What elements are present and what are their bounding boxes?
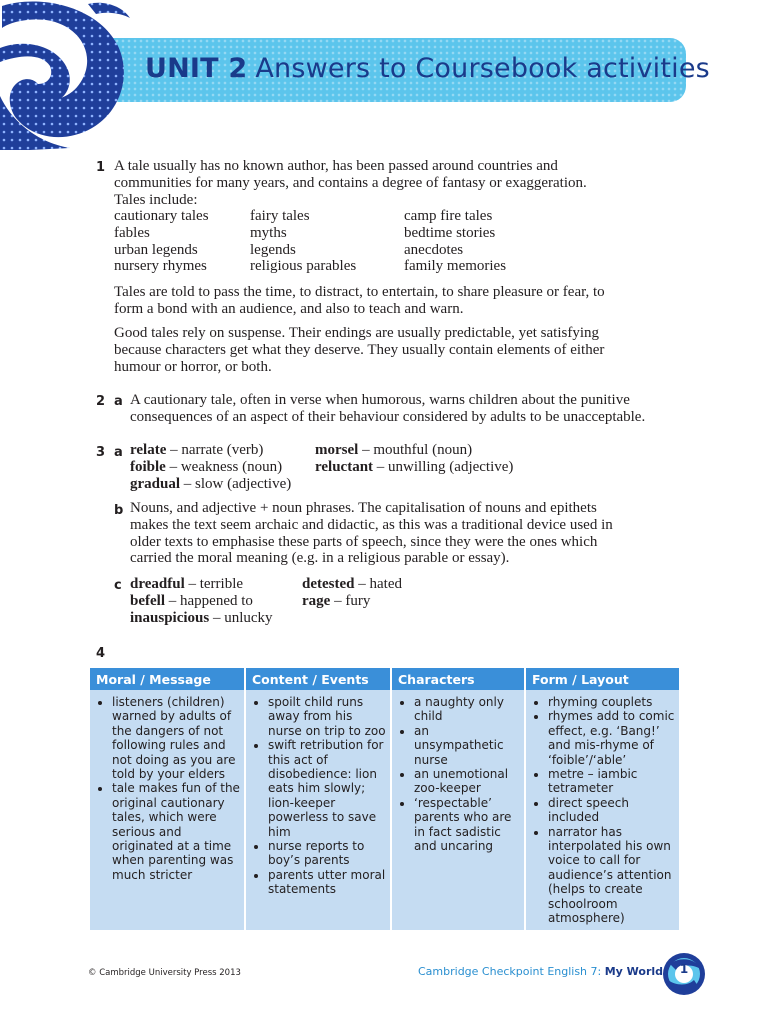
q3c-vocab-right [302, 576, 402, 610]
vocab-item: rage – fury [302, 592, 371, 609]
tale-type: camp fire tales [404, 208, 493, 224]
text-line: Tales are told to pass the time, to distract, to entertain, to share pleasure or fear, to [114, 284, 605, 300]
part-label-b: b [114, 503, 124, 518]
part-label-a: a [114, 394, 123, 409]
analysis-table [90, 668, 679, 930]
tale-column [250, 208, 356, 275]
text-line: Tales include: [114, 191, 198, 208]
text-line: Good tales rely on suspense. Their endings are usually predictable, yet satisfying [114, 325, 600, 341]
tale-type: fairy tales [250, 208, 310, 224]
text-line: consequences of an aspect of their behaviour considered by adults to be unacceptable. [130, 408, 646, 425]
list-item: • rhyming couplets [548, 695, 675, 709]
page-title [145, 53, 710, 84]
column-header: Moral / Message [90, 668, 245, 690]
text-line: form a bond with an audience, and also to teach and warn. [114, 300, 464, 317]
text-line: Nouns, and adjective + noun phrases. The capitalisation of nouns and epithets [130, 500, 597, 516]
list-item: • a naughty only child [414, 695, 520, 724]
tale-type: religious parables [250, 258, 357, 275]
question-number-1: 1 [96, 160, 106, 175]
q1-intro [114, 158, 674, 208]
vocab-item: foible – weakness (noun) [130, 458, 283, 475]
book-title [418, 965, 663, 978]
q1-paragraph-3 [114, 325, 694, 375]
text-line: carried the moral meaning (e.g. in a religious parable or essay). [130, 550, 510, 567]
page-number: 1 [679, 962, 689, 976]
tale-type: family memories [404, 258, 507, 275]
q3b-answer [130, 500, 690, 567]
list-item: • an unemotional zoo-keeper [414, 767, 520, 796]
book-series: Cambridge Checkpoint English 7: [418, 965, 605, 978]
vocab-item: reluctant – unwilling (adjective) [315, 458, 514, 475]
vocab-item: detested – hated [302, 576, 402, 592]
part-label-a: a [114, 445, 123, 460]
text-line: A tale usually has no known author, has been passed around countries and [114, 158, 558, 174]
table-cell-moral [90, 690, 245, 930]
tale-type: cautionary tales [114, 208, 209, 224]
tale-column [114, 208, 209, 275]
swirl-decoration-icon [0, 0, 140, 150]
list-item: • ‘respectable’ parents who are in fact sadistic and uncaring [414, 796, 520, 854]
q3a-vocab-left [130, 442, 291, 492]
vocab-item: befell – happened to [130, 592, 253, 609]
q1-paragraph-2 [114, 284, 694, 318]
tale-type: anecdotes [404, 241, 464, 258]
question-number-4: 4 [96, 646, 106, 661]
q3a-vocab-right [315, 442, 513, 476]
list-item: • narrator has interpolated his own voice to call for audience’s attention (helps to create schoolroom atmosphere) [548, 825, 675, 926]
tale-type: bedtime stories [404, 224, 496, 241]
list-item: • swift retribution for this act of disobedience: lion eats him slowly; lion-keeper powerless to save him [268, 738, 386, 839]
tale-type: nursery rhymes [114, 258, 207, 275]
list-item: • listeners (children) warned by adults of the dangers of not following rules and not doing as you are told by your elders [112, 695, 240, 781]
vocab-item: inauspicious – unlucky [130, 609, 273, 626]
text-line: communities for many years, and contains a degree of fantasy or exaggeration. [114, 174, 587, 191]
text-line: A cautionary tale, often in verse when humorous, warns children about the punitive [130, 392, 630, 408]
title-text: Answers to Coursebook activities [255, 53, 710, 84]
list-item: • parents utter moral statements [268, 868, 386, 897]
q3c-vocab-left [130, 576, 273, 626]
book-subtitle: My World [604, 965, 664, 978]
question-number-2: 2 [96, 394, 106, 409]
text-line: because characters get what they deserve. They usually contain elements of either [114, 341, 605, 358]
tale-type: fables [114, 224, 150, 241]
list-item: • tale makes fun of the original cautionary tales, which were serious and originated at a time when parenting was much stricter [112, 781, 240, 882]
vocab-item: gradual – slow (adjective) [130, 475, 292, 492]
list-item: • an unsympathetic nurse [414, 724, 520, 767]
vocab-item: relate – narrate (verb) [130, 442, 264, 458]
text-line: makes the text seem archaic and didactic, as this was a traditional device used in [130, 516, 613, 533]
tale-column [404, 208, 506, 275]
vocab-item: dreadful – terrible [130, 576, 244, 592]
tale-types-list [114, 208, 674, 276]
part-label-c: c [114, 578, 122, 593]
list-item: • nurse reports to boy’s parents [268, 839, 386, 868]
question-number-3: 3 [96, 445, 106, 460]
copyright-notice: © Cambridge University Press 2013 [88, 968, 241, 978]
table-cell-content [245, 690, 391, 930]
list-item: • rhymes add to comic effect, e.g. ‘Bang!’ and mis-rhyme of ‘foible’/‘able’ [548, 709, 675, 767]
tale-type: legends [250, 241, 296, 258]
column-header: Content / Events [245, 668, 391, 690]
text-line: older texts to emphasise these parts of speech, since they were the ones which [130, 533, 598, 550]
column-header: Characters [391, 668, 525, 690]
list-item: • metre – iambic tetrameter [548, 767, 675, 796]
text-line: humour or horror, or both. [114, 358, 272, 375]
list-item: • direct speech included [548, 796, 675, 825]
tale-type: myths [250, 224, 287, 241]
table-cell-characters [391, 690, 525, 930]
table-row [90, 690, 679, 930]
table-header-row [90, 668, 679, 690]
column-header: Form / Layout [525, 668, 679, 690]
list-item: • spoilt child runs away from his nurse on trip to zoo [268, 695, 386, 738]
tale-type: urban legends [114, 241, 198, 258]
q2-answer [130, 392, 690, 426]
table-cell-form [525, 690, 679, 930]
vocab-item: morsel – mouthful (noun) [315, 442, 473, 458]
unit-label: UNIT 2 [145, 53, 248, 84]
